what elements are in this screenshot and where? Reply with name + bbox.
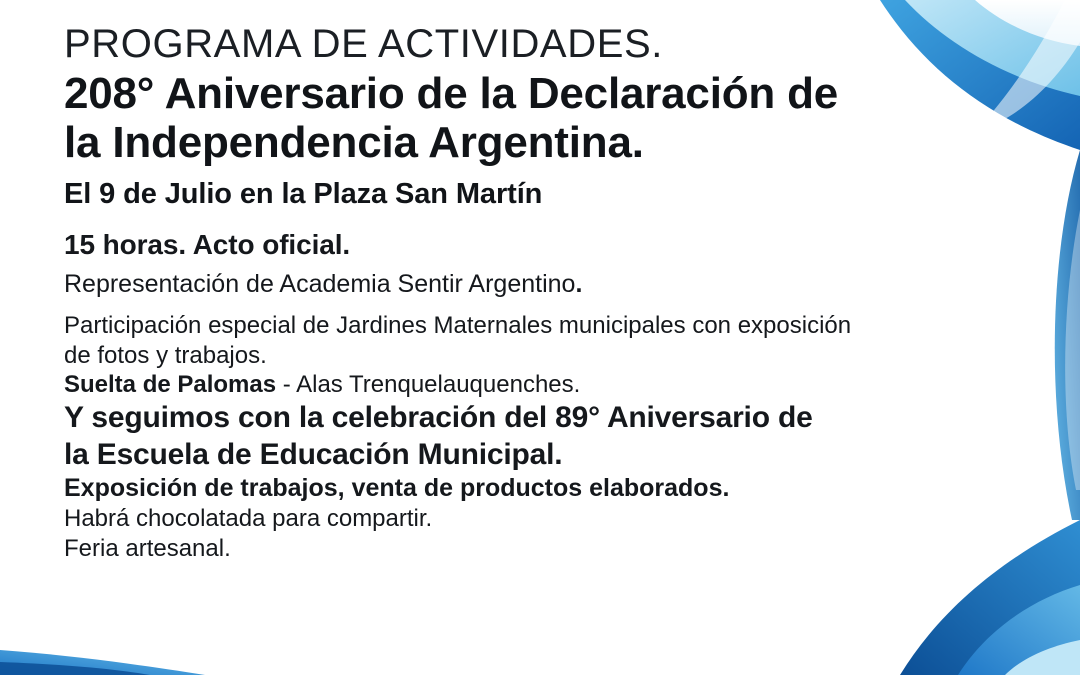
headline-line-1: 208° Aniversario de la Declaración de — [64, 68, 839, 118]
official-act-heading: 15 horas. Acto oficial. — [64, 229, 351, 261]
doves-release-label: Suelta de Palomas — [64, 371, 277, 399]
headline-line-2: la Independencia Argentina. — [64, 118, 644, 168]
chocolate-line: Habrá chocolatada para compartir. — [64, 505, 433, 533]
craft-fair-line: Feria artesanal. — [64, 535, 231, 563]
school-celebration-line-1: Y seguimos con la celebración del 89° Aniversario de — [64, 401, 813, 435]
school-celebration-line-2: la Escuela de Educación Municipal. — [64, 437, 563, 471]
doves-release-line — [64, 370, 1034, 400]
representation-period: . — [575, 269, 583, 298]
school-celebration-heading — [64, 400, 1034, 473]
participation-line-2: de fotos y trabajos. — [64, 341, 267, 369]
representation-line — [64, 269, 1034, 300]
representation-text: Representación de Academia Sentir Argentino — [64, 269, 576, 298]
poster-content — [64, 22, 1034, 564]
bottom-left-ribbon — [0, 650, 205, 675]
participation-line-1: Participación especial de Jardines Maternales municipales con exposición — [64, 311, 852, 339]
doves-release-detail: - Alas Trenquelauquenches. — [276, 371, 581, 399]
schedule-section — [64, 228, 1034, 564]
event-subtitle: El 9 de Julio en la Plaza San Martín — [64, 178, 543, 211]
participation-line — [64, 311, 1034, 371]
program-kicker: PROGRAMA DE ACTIVIDADES. — [64, 22, 663, 66]
right-edge-ribbon — [1055, 150, 1080, 520]
exhibition-line: Exposición de trabajos, venta de productos elaborados. — [64, 474, 730, 503]
page-title — [64, 69, 1034, 168]
